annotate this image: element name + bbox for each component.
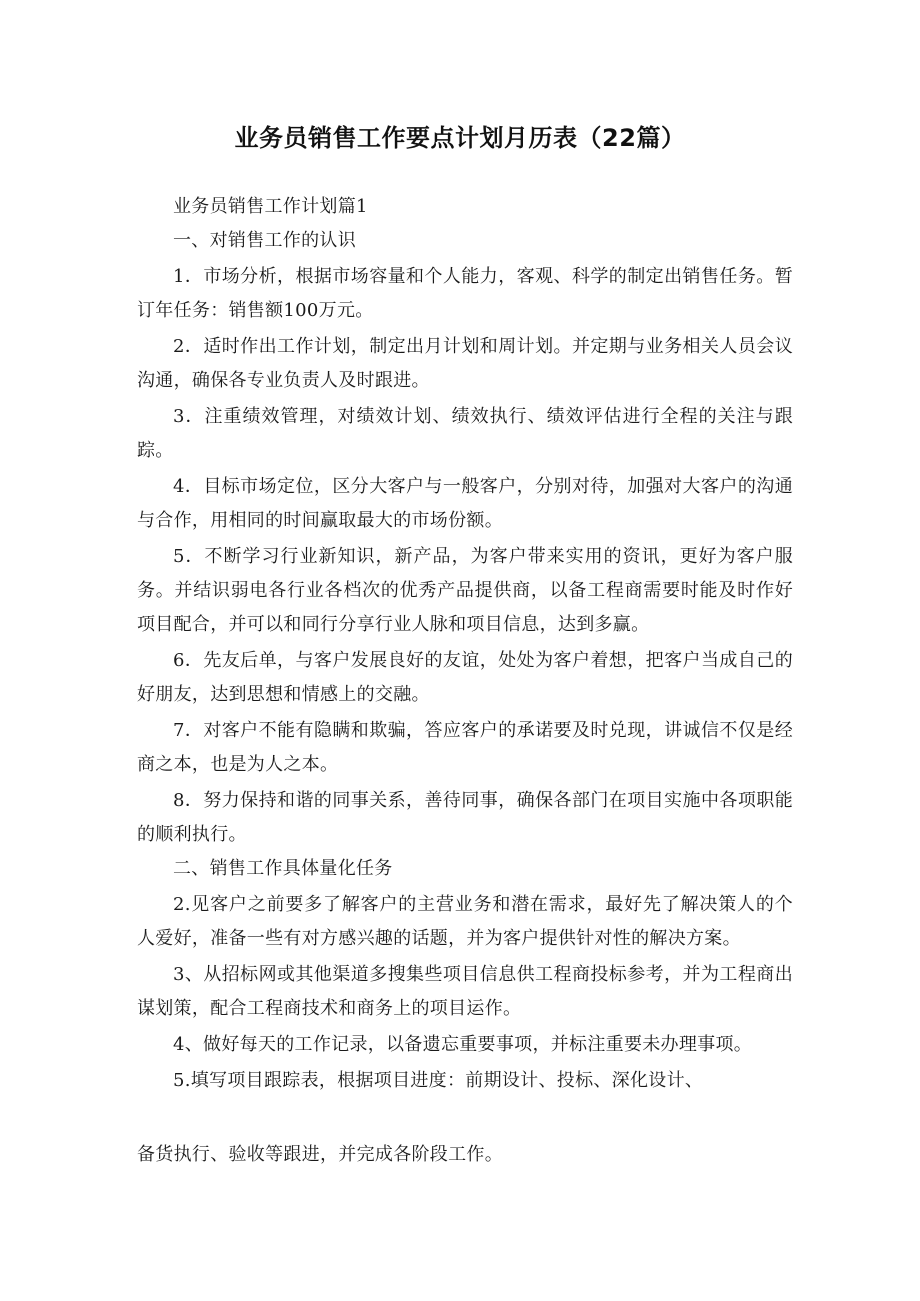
paragraph: 4、做好每天的工作记录，以备遗忘重要事项，并标注重要未办理事项。 — [173, 1034, 753, 1055]
paragraph: 7．对客户不能有隐瞒和欺骗，答应客户的承诺要及时兑现，讲诚信不仅是经商之本，也是为人之本。 — [137, 720, 793, 775]
paragraph: 2.见客户之前要多了解客户的主营业务和潜在需求，最好先了解决策人的个人爱好，准备一些有对方感兴趣的话题，并为客户提供针对性的解决方案。 — [137, 894, 793, 949]
subsection-heading: 一、对销售工作的认识 — [173, 230, 356, 251]
paragraph: 4．目标市场定位，区分大客户与一般客户，分别对待，加强对大客户的沟通与合作，用相同的时间赢取最大的市场份额。 — [137, 476, 793, 531]
subsection-heading: 二、销售工作具体量化任务 — [173, 858, 393, 879]
paragraph-continuation: 备货执行、验收等跟进，并完成各阶段工作。 — [137, 1144, 503, 1165]
paragraph: 3．注重绩效管理，对绩效计划、绩效执行、绩效评估进行全程的关注与跟踪。 — [137, 406, 793, 461]
paragraph: 2．适时作出工作计划，制定出月计划和周计划。并定期与业务相关人员会议沟通，确保各专业负责人及时跟进。 — [137, 336, 793, 391]
paragraph: 5．不断学习行业新知识，新产品，为客户带来实用的资讯，更好为客户服务。并结识弱电各行业各档次的优秀产品提供商，以备工程商需要时能及时作好项目配合，并可以和同行分享行业人脉和项目信息，达到多赢。 — [137, 546, 793, 635]
section-heading: 业务员销售工作计划篇1 — [173, 196, 368, 217]
paragraph: 3、从招标网或其他渠道多搜集些项目信息供工程商投标参考，并为工程商出谋划策，配合工程商技术和商务上的项目运作。 — [137, 964, 793, 1019]
paragraph: 1．市场分析，根据市场容量和个人能力，客观、科学的制定出销售任务。暂订年任务：销售额100万元。 — [137, 266, 793, 321]
paragraph: 8．努力保持和谐的同事关系，善待同事，确保各部门在项目实施中各项职能的顺利执行。 — [137, 790, 793, 845]
document-title: 业务员销售工作要点计划月历表（22篇） — [234, 124, 686, 152]
document-body — [137, 190, 793, 1098]
paragraph: 5.填写项目跟踪表，根据项目进度：前期设计、投标、深化设计、 — [173, 1070, 704, 1091]
paragraph: 6．先友后单，与客户发展良好的友谊，处处为客户着想，把客户当成自己的好朋友，达到思想和情感上的交融。 — [137, 650, 793, 705]
